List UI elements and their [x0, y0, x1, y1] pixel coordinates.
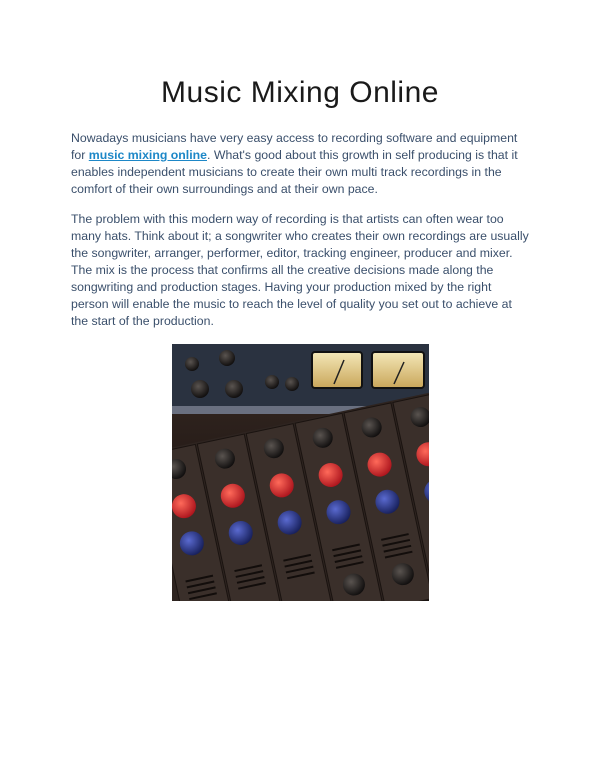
intro-paragraph	[71, 130, 531, 198]
mixing-console-photo	[172, 344, 429, 601]
music-mixing-online-link[interactable]: music mixing online	[88, 148, 207, 162]
mixing-console-illustration	[172, 344, 429, 601]
intro-text-start: Nowadays musicians have very easy access to recording software and equipment for	[71, 131, 518, 162]
problem-paragraph: The problem with this modern way of recording is that artists can often wear too many hats. Think about it; a songwriter who creates their own recordings are usually the songwriter, arranger, performer, editor, tracking engineer, producer and mixer. The mix is the process that confirms all the creative decisions made along the songwriting and production stages. Having your production mixed by the right person will enable the music to reach the level of quality you set out to achieve at the start of the production.	[71, 212, 529, 328]
intro-text-end: . What's good about this growth in self producing is that it enables independent musicians to create their own multi track recordings in the comfort of their own surroundings and at their own pace.	[71, 148, 518, 196]
page-title: Music Mixing Online	[161, 76, 439, 109]
